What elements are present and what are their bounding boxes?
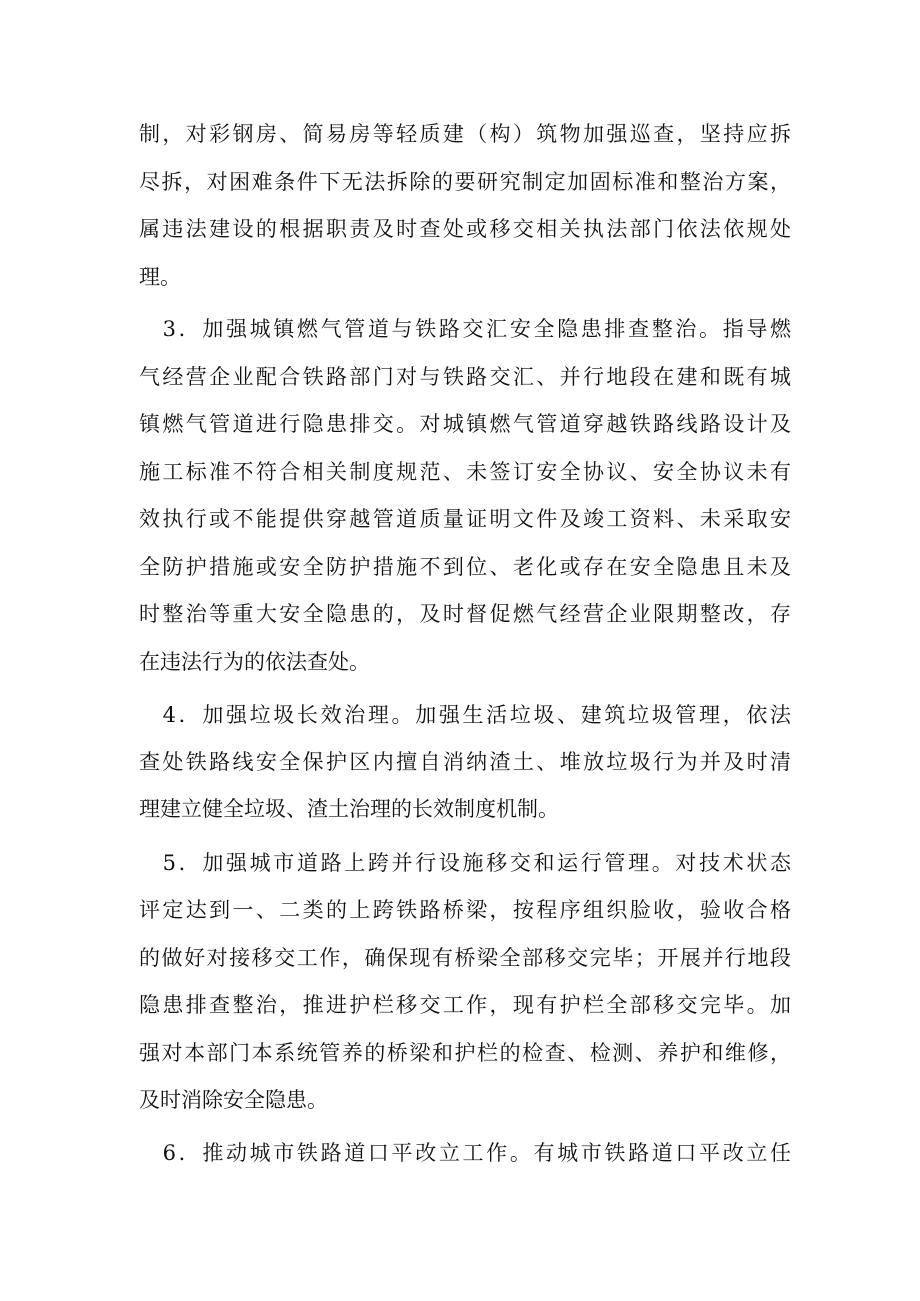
text-line: 评定达到一、二类的上跨铁路桥梁，按程序组织脸收，验收合格 — [139, 898, 791, 922]
text-line: 镇燃气管道进行隐患排交。对城镇燃气管道穿越铁路线路设计及 — [139, 412, 791, 436]
text-line: 时整治等重大安全隐患的，及时督促燃气经营企业限期整改，存 — [139, 602, 791, 626]
text-line: 6．推动城市铁路道口平改立工作。有城市铁路道口平改立任 — [139, 1141, 791, 1165]
text-line: 查处铁路线安全保护区内擅自消纳渣土、堆放垃圾行为并及时清 — [139, 750, 791, 774]
text-line: 的做好对接移交工作，确保现有桥梁全部移交完毕；开展并行地段 — [139, 946, 791, 970]
text-line: 效执行或不能提供穿越管道质量证明文件及竣工资料、未采取安 — [139, 507, 791, 531]
text-line: 在违法行为的依法查处。 — [139, 650, 370, 674]
text-line: 5．加强城市道路上跨并行设施移交和运行管理。对技术状态 — [139, 851, 791, 875]
text-line: 气经营企业配合铁路部门对与铁路交汇、并行地段在建和既有城 — [139, 365, 791, 389]
text-line: 隐患排查整治，推进护栏移交工作，现有护栏全部移交完毕。加 — [139, 993, 791, 1017]
text-line: 及时消除安全隐患。 — [139, 1088, 328, 1112]
text-line: 制，对彩钢房、简易房等轻质建（构）筑物加强巡查，坚持应拆 — [139, 122, 791, 146]
text-line: 强对本部门本系统管养的桥梁和护栏的检查、检测、养护和维修， — [139, 1041, 791, 1065]
text-line: 全防护措施或安全防护措施不到位、老化或存在安全隐患且未及 — [139, 555, 791, 579]
text-line: 尽拆，对困难条件下无法拆除的要研究制定加固标准和整治方案， — [139, 170, 791, 194]
text-line: 属违法建设的根据职责及时查处或移交相关执法部门依法依规处 — [139, 217, 791, 241]
text-line: 理。 — [139, 265, 181, 289]
text-line: 4．加强垃圾长效治理。加强生活垃圾、建筑垃圾管理，依法 — [139, 703, 791, 727]
text-line: 3．加强城镇燃气管道与铁路交汇安全隐患排查整治。指导燃 — [139, 317, 791, 341]
text-line: 理建立健全垃圾、渣土治理的长效制度机制。 — [139, 797, 559, 821]
text-line: 施工标准不符合相关制度规范、未签订安全协议、安全协议未有 — [139, 460, 791, 484]
